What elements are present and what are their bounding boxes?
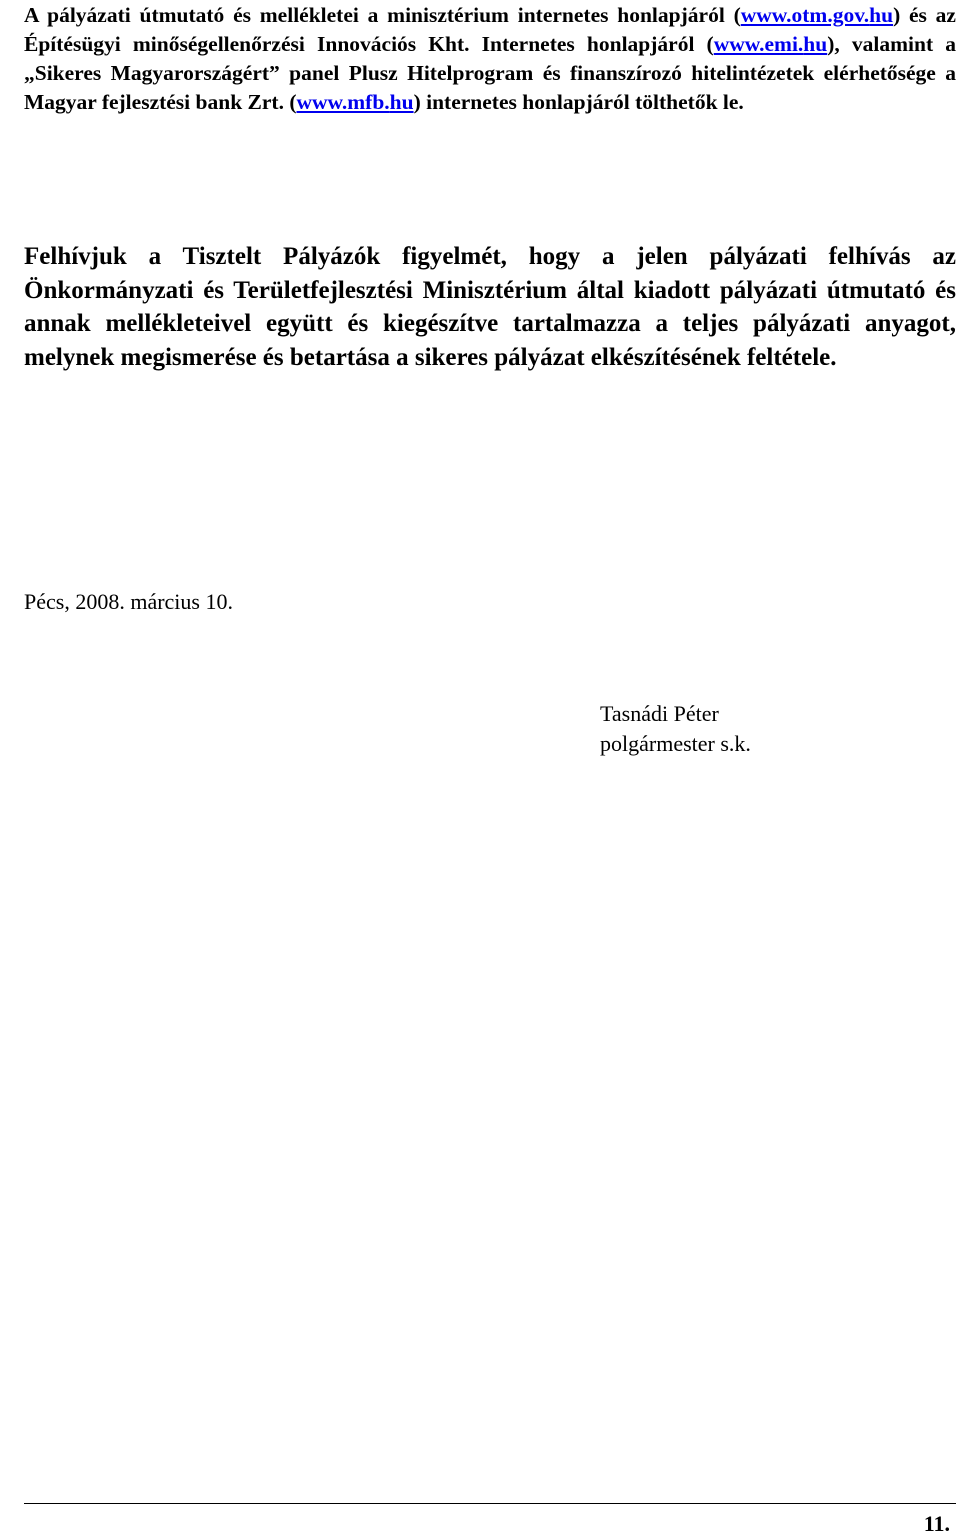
footer-divider bbox=[24, 1503, 956, 1504]
date-line: Pécs, 2008. március 10. bbox=[24, 589, 233, 614]
download-info-paragraph bbox=[24, 1, 956, 117]
signature-block bbox=[600, 699, 751, 759]
emi-link[interactable]: www.emi.hu bbox=[713, 32, 828, 56]
paragraph1-text-4: ) internetes honlapjáról tölthetők le. bbox=[413, 90, 744, 114]
notice-paragraph: Felhívjuk a Tisztelt Pályázók figyelmét, hogy a jelen pályázati felhívás az Önkormányzati és Területfejlesztési Minisztérium által kiadott pályázati útmutató és annak mellékleteivel együtt és kiegészítve tartalmazza a teljes pályázati anyagot, melynek megismerése és betartása a sikeres pályázat elkészítésének feltétele. bbox=[24, 243, 956, 371]
mfb-link[interactable]: www.mfb.hu bbox=[296, 90, 414, 114]
paragraph1-text-3: ), valamint a „Sikeres Magyarországért” panel Plusz Hitelprogram és finanszírozó hitelintézetek elérhetősége a Magyar fejlesztési bank Zrt. ( bbox=[24, 32, 956, 114]
signatory-name: Tasnádi Péter bbox=[600, 701, 719, 726]
signatory-title: polgármester s.k. bbox=[600, 731, 751, 756]
paragraph1-text-2: ) és az Építésügyi minőségellenőrzési Innovációs Kht. Internetes honlapjáról ( bbox=[24, 3, 956, 56]
otm-link[interactable]: www.otm.gov.hu bbox=[740, 3, 894, 27]
paragraph1-text-1: A pályázati útmutató és mellékletei a minisztérium internetes honlapjáról ( bbox=[24, 3, 741, 27]
page-number: 11. bbox=[923, 1511, 950, 1536]
